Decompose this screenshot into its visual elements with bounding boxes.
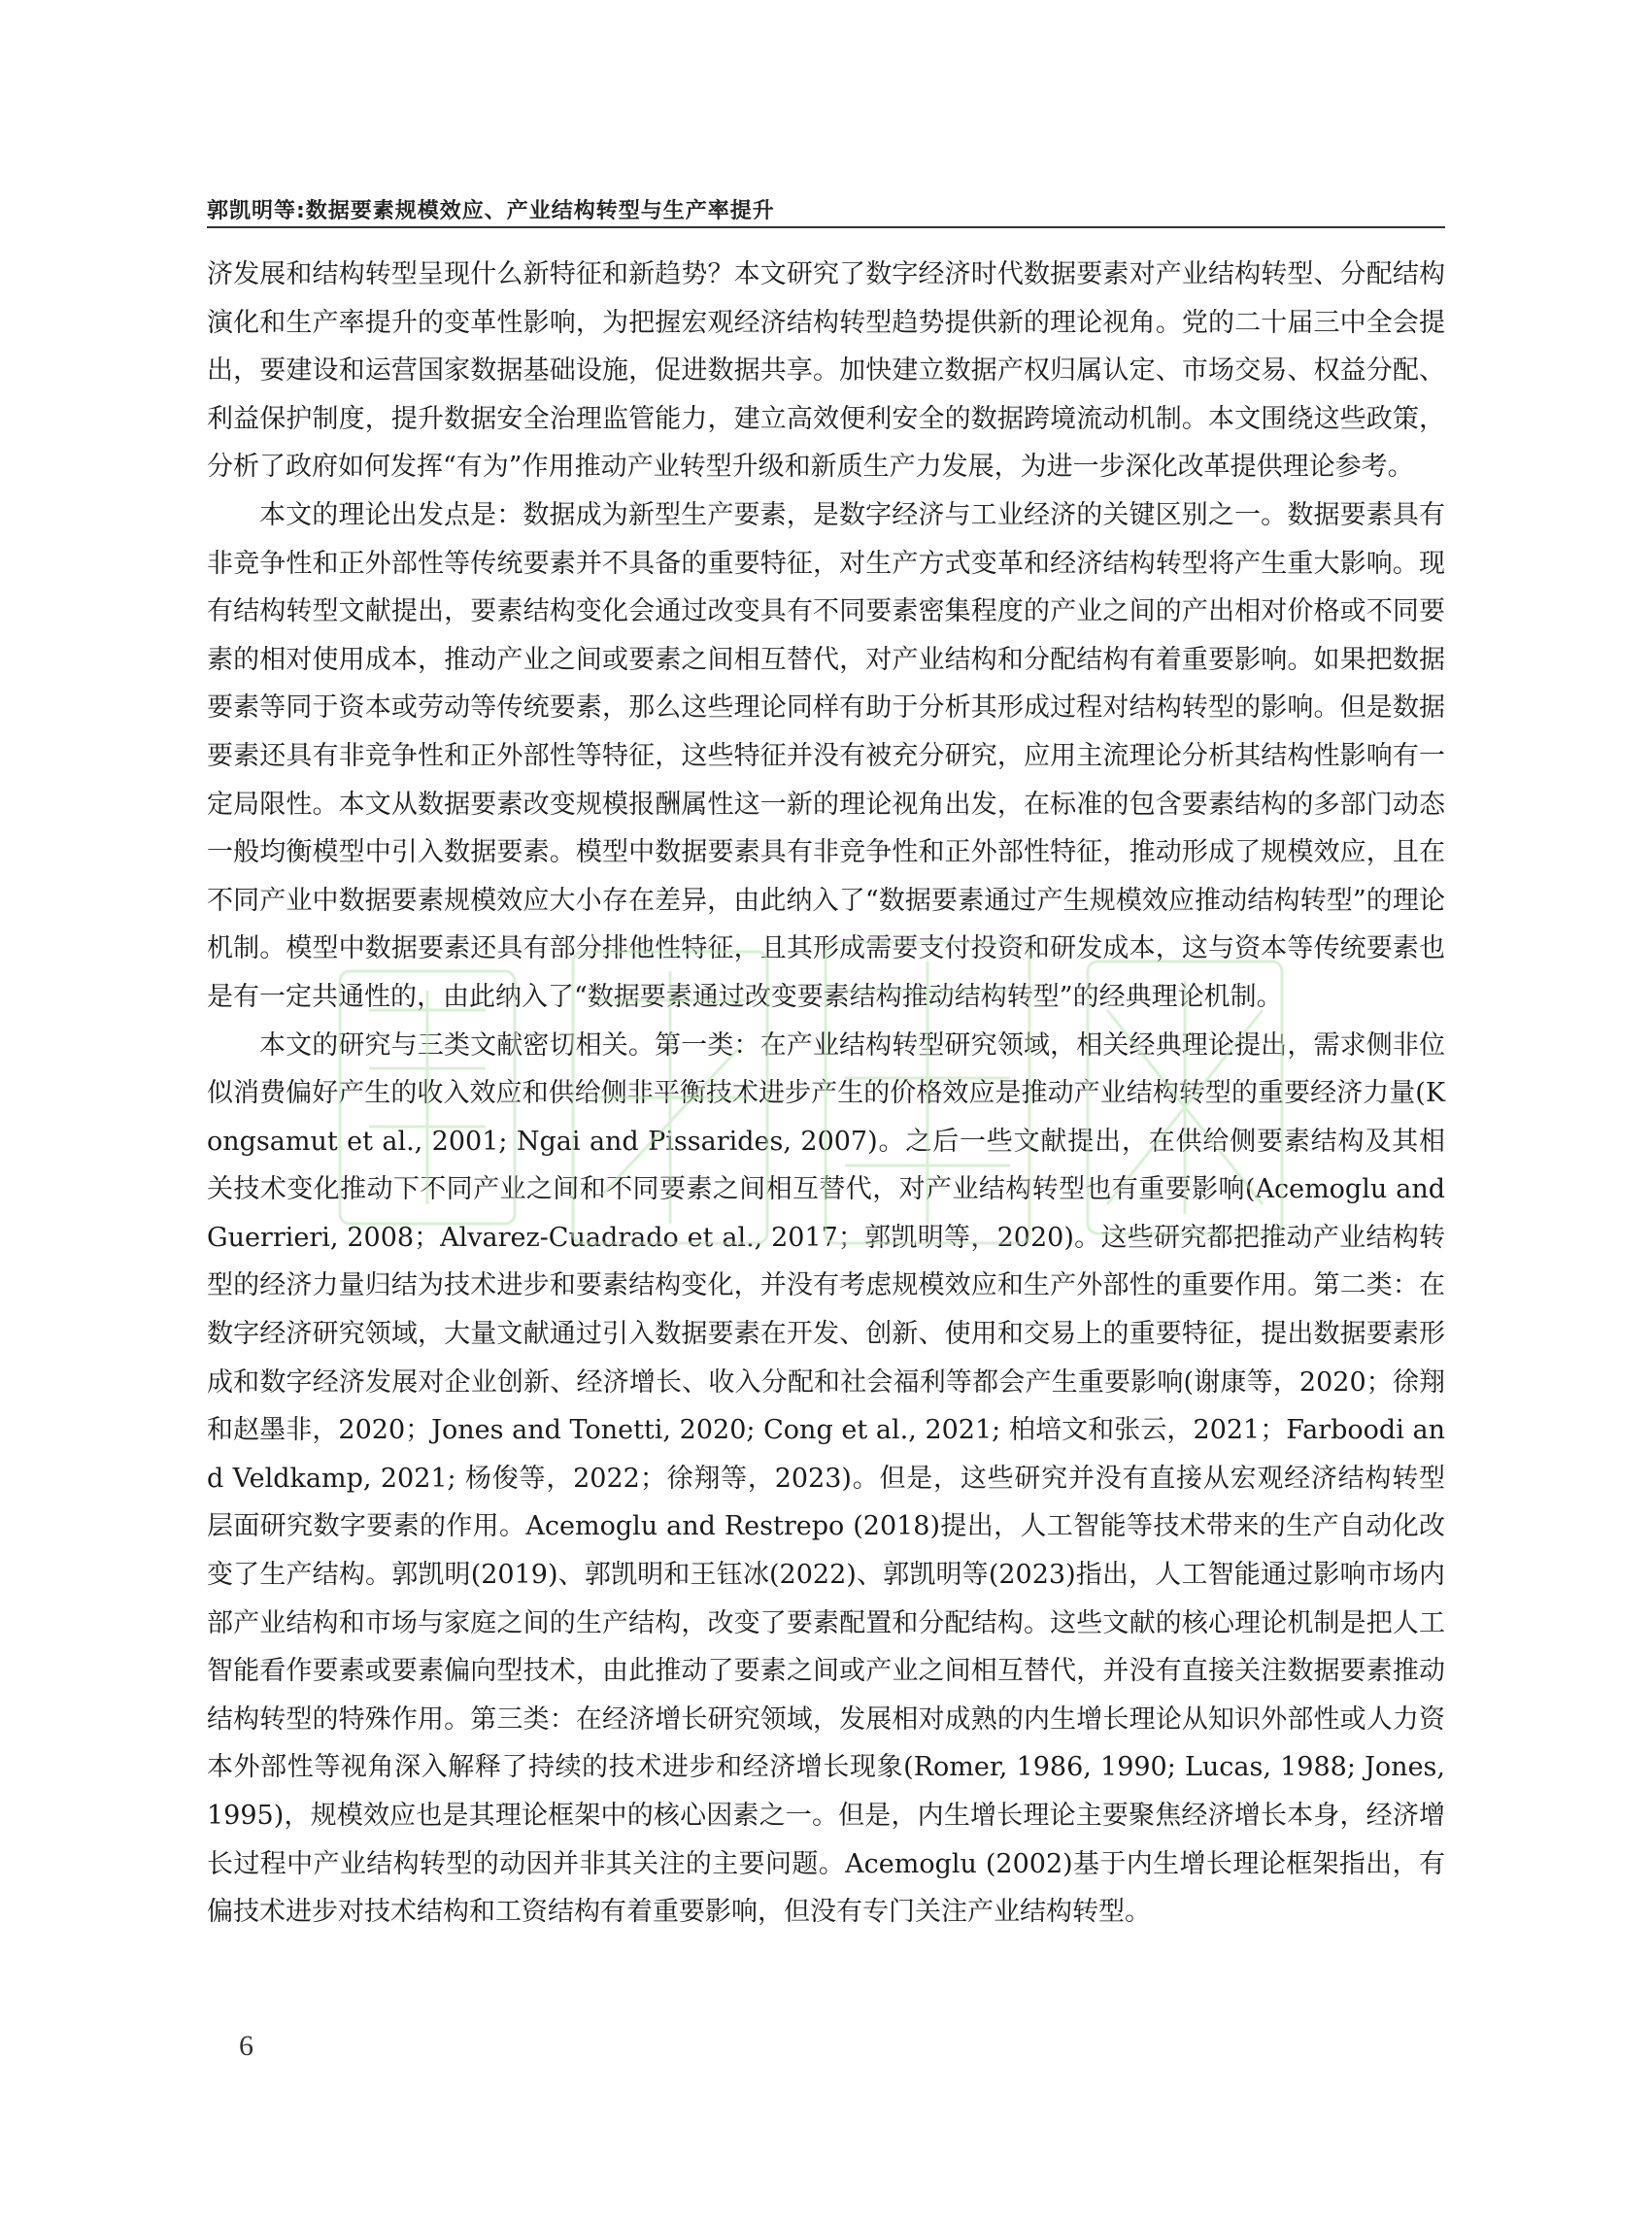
header-rule [207, 226, 1445, 228]
paragraph-continuation: 济发展和结构转型呈现什么新特征和新趋势？本文研究了数字经济时代数据要素对产业结构转型、分配结构演化和生产率提升的变革性影响，为把握宏观经济结构转型趋势提供新的理论视角。党的二十届三中全会提出，要建设和运营国家数据基础设施，促进数据共享。加快建立数据产权归属认定、市场交易、权益分配、利益保护制度，提升数据安全治理监管能力，建立高效便利安全的数据跨境流动机制。本文围绕这些政策，分析了政府如何发挥“有为”作用推动产业转型升级和新质生产力发展，为进一步深化改革提供理论参考。 [207, 259, 1445, 483]
paragraph-literature-review: 本文的研究与三类文献密切相关。第一类：在产业结构转型研究领域，相关经典理论提出，需求侧非位似消费偏好产生的收入效应和供给侧非平衡技术进步产生的价格效应是推动产业结构转型的重要经济力量(Kongsamut et al., 2001; Ngai and Pissarides, 2007)。之后一些文献提出，在供给侧要素结构及其相关技术变化推动下不同产业之间和不同要素之间相互替代，对产业结构转型也有重要影响(Acemoglu and Guerrieri, 2008；Alvarez-Cuadrado et al., 2017；郭凯明等，2020)。这些研究都把推动产业结构转型的经济力量归结为技术进步和要素结构变化，并没有考虑规模效应和生产外部性的重要作用。第二类：在数字经济研究领域，大量文献通过引入数据要素在开发、创新、使用和交易上的重要特征，提出数据要素形成和数字经济发展对企业创新、经济增长、收入分配和社会福利等都会产生重要影响(谢康等，2020；徐翔和赵墨非，2020；Jones and Tonetti, 2020; Cong et al., 2021; 柏培文和张云，2021；Farboodi and Veldkamp, 2021; 杨俊等，2022；徐翔等，2023)。但是，这些研究并没有直接从宏观经济结构转型层面研究数字要素的作用。Acemoglu and Restrepo (2018)提出，人工智能等技术带来的生产自动化改变了生产结构。郭凯明(2019)、郭凯明和王钰冰(2022)、郭凯明等(2023)指出，人工智能通过影响市场内部产业结构和市场与家庭之间的生产结构，改变了要素配置和分配结构。这些文献的核心理论机制是把人工智能看作要素或要素偏向型技术，由此推动了要素之间或产业之间相互替代，并没有直接关注数据要素推动结构转型的特殊作用。第三类：在经济增长研究领域，发展相对成熟的内生增长理论从知识外部性或人力资本外部性等视角深入解释了持续的技术进步和经济增长现象(Romer, 1986, 1990; Lucas, 1988; Jones, 1995)，规模效应也是其理论框架中的核心因素之一。但是，内生增长理论主要聚焦经济增长本身，经济增长过程中产业结构转型的动因并非其关注的主要问题。Acemoglu (2002)基于内生增长理论框架指出，有偏技术进步对技术结构和工资结构有着重要影响，但没有专门关注产业结构转型。 [207, 1029, 1445, 1928]
running-header: 郭凯明等:数据要素规模效应、产业结构转型与生产率提升 [207, 199, 775, 223]
article-body [207, 251, 1445, 1937]
paragraph-theory-starting-point: 本文的理论出发点是：数据成为新型生产要素，是数字经济与工业经济的关键区别之一。数据要素具有非竞争性和正外部性等传统要素并不具备的重要特征，对生产方式变革和经济结构转型将产生重大影响。现有结构转型文献提出，要素结构变化会通过改变具有不同要素密集程度的产业之间的产出相对价格或不同要素的相对使用成本，推动产业之间或要素之间相互替代，对产业结构和分配结构有着重要影响。如果把数据要素等同于资本或劳动等传统要素，那么这些理论同样有助于分析其形成过程对结构转型的影响。但是数据要素还具有非竞争性和正外部性等特征，这些特征并没有被充分研究，应用主流理论分析其结构性影响有一定局限性。本文从数据要素改变规模报酬属性这一新的理论视角出发，在标准的包含要素结构的多部门动态一般均衡模型中引入数据要素。模型中数据要素具有非竞争性和正外部性特征，推动形成了规模效应，且在不同产业中数据要素规模效应大小存在差异，由此纳入了“数据要素通过产生规模效应推动结构转型”的理论机制。模型中数据要素还具有部分排他性特征，且其形成需要支付投资和研发成本，这与资本等传统要素也是有一定共通性的，由此纳入了“数据要素通过改变要素结构推动结构转型”的经典理论机制。 [207, 499, 1445, 1012]
page-number: 6 [239, 2030, 253, 2062]
